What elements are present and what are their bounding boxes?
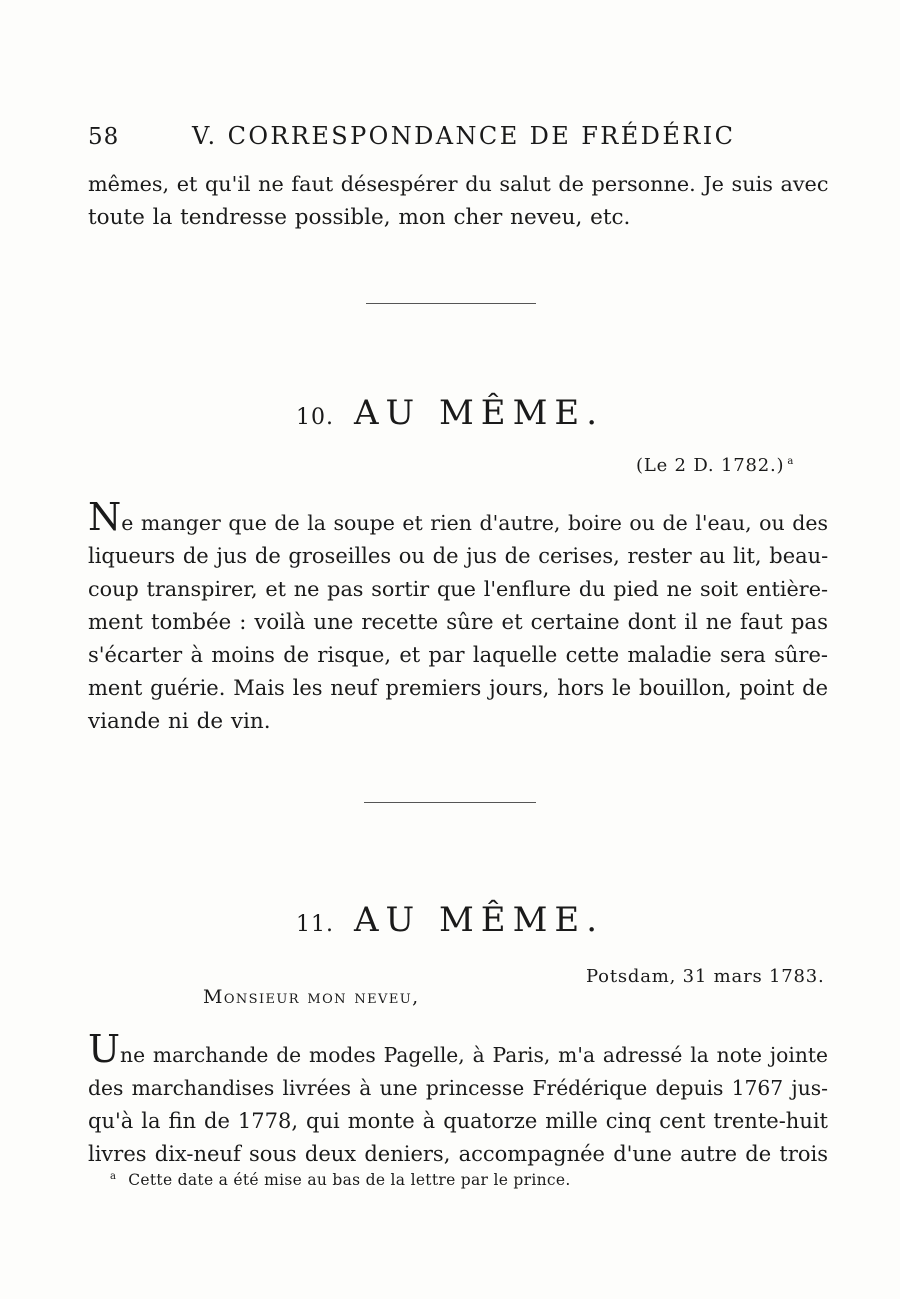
section-divider [364, 802, 536, 803]
letter-11-dateline [586, 966, 825, 987]
text-line: ment guérie. Mais les neuf premiers jours, hors le bouillon, point de [88, 676, 828, 700]
text-line: s'écarter à moins de risque, et par laquelle cette maladie sera sûre- [88, 643, 828, 667]
footnote-reference: a [787, 456, 795, 467]
drop-cap: N [88, 495, 122, 539]
letter-number: 10. [295, 405, 334, 430]
text-line: Une marchande de modes Pagelle, à Paris, m'a adressé la note jointe [88, 1027, 828, 1071]
letter-date: Potsdam, 31 mars 1783. [586, 966, 825, 987]
letter-number: 11. [295, 912, 334, 937]
letter-10-body [88, 495, 829, 738]
letter-date: (Le 2 D. 1782.) [636, 455, 785, 476]
text-line: qu'à la fin de 1778, qui monte à quatorze mille cinq cent trente-huit [88, 1109, 828, 1133]
text-line: livres dix-neuf sous deux deniers, accompagnée d'une autre de trois [88, 1142, 828, 1166]
page-number: 58 [88, 124, 120, 150]
letter-11-body [88, 1027, 828, 1171]
section-divider [366, 303, 536, 304]
text-line: des marchandises livrées à une princesse Frédérique depuis 1767 jus- [88, 1076, 828, 1100]
letter-title: AU MÊME. [353, 393, 605, 433]
text-line: ment tombée : voilà une recette sûre et certaine dont il ne faut pas [88, 610, 828, 635]
letter-title: AU MÊME. [353, 900, 605, 940]
letter-10-dateline [636, 455, 794, 476]
letter-10-heading [0, 393, 900, 433]
text-line: coup transpirer, et ne pas sortir que l'enflure du pied ne soit entière- [88, 577, 828, 601]
footnote-mark: a [110, 1171, 117, 1182]
letter-11-heading [0, 900, 900, 940]
footnote [110, 1171, 571, 1189]
text-line: liqueurs de jus de groseilles ou de jus de cerises, rester au lit, beau- [88, 544, 829, 568]
running-title: V. CORRESPONDANCE DE FRÉDÉRIC [192, 122, 736, 150]
text-line: viande ni de vin. [88, 709, 271, 734]
text-line: mêmes, et qu'il ne faut désespérer du salut de personne. Je suis avec [88, 172, 829, 196]
text-line: Ne manger que de la soupe et rien d'autre, boire ou de l'eau, ou des [88, 495, 828, 539]
running-head [88, 118, 828, 154]
salutation: Monsieur mon neveu, [203, 986, 420, 1008]
footnote-text: Cette date a été mise au bas de la lettre par le prince. [128, 1171, 571, 1190]
text-line: toute la tendresse possible, mon cher neveu, etc. [88, 205, 631, 230]
continuation-paragraph [88, 168, 828, 234]
drop-cap: U [88, 1027, 121, 1071]
